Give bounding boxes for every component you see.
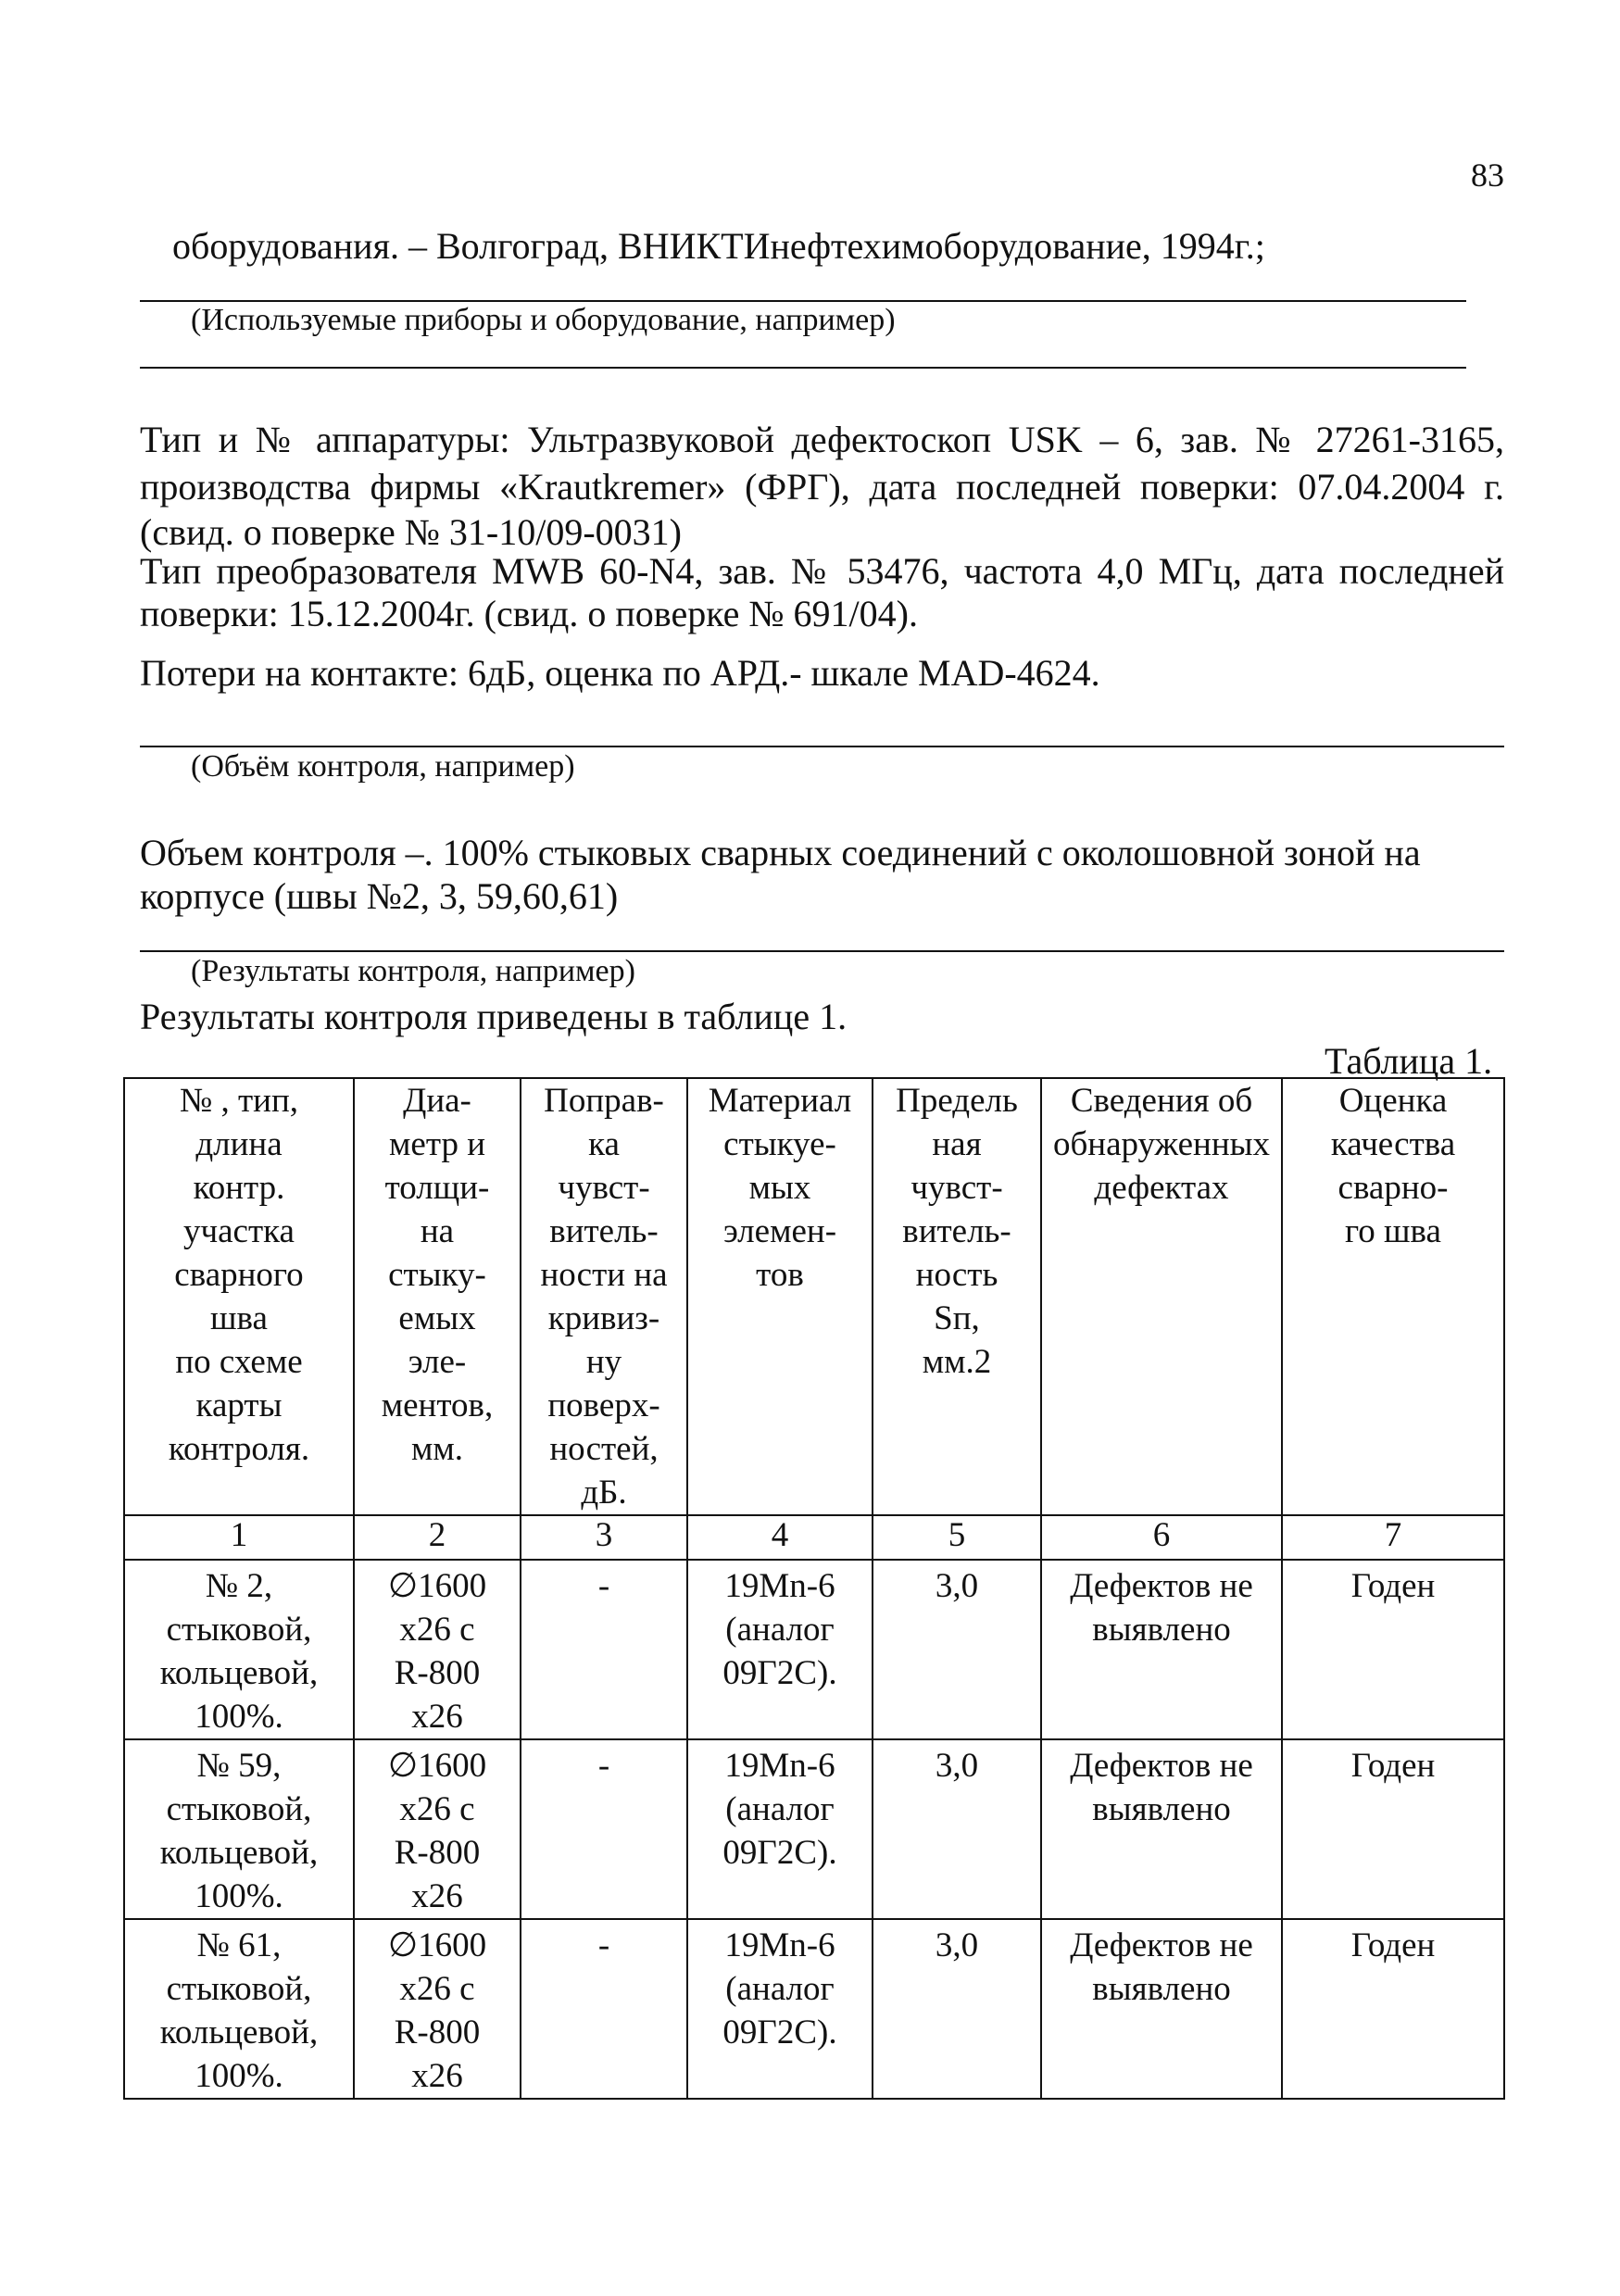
equipment-line-2: производства фирмы «Krautkremer» (ФРГ), дата последней поверки: 07.04.2004 г. bbox=[140, 466, 1504, 508]
divider bbox=[140, 746, 1504, 747]
cell-line: выявлено bbox=[1092, 1790, 1231, 1828]
header-line: Sп, bbox=[934, 1299, 980, 1337]
cell-line: выявлено bbox=[1092, 1970, 1231, 2008]
header-line: ка bbox=[588, 1125, 620, 1163]
volume-line-1: Объем контроля –. 100% стыковых сварных соединений с околошовной зоной на bbox=[140, 832, 1421, 873]
equipment-caption: (Используемые приборы и оборудование, например) bbox=[191, 303, 896, 337]
quality-cell bbox=[1282, 1560, 1504, 1739]
header-line: Поправ- bbox=[544, 1082, 664, 1120]
cell-line: № 2, bbox=[205, 1567, 273, 1605]
cell-line: 19Mn-6 bbox=[724, 1747, 835, 1785]
sensitivity-cell bbox=[873, 1919, 1041, 2099]
cell-line: 19Mn-6 bbox=[724, 1567, 835, 1605]
table-row bbox=[124, 1919, 1504, 2099]
divider bbox=[140, 950, 1504, 952]
header-line: сварно- bbox=[1337, 1169, 1449, 1207]
defects-cell bbox=[1041, 1919, 1282, 2099]
cell-line: Дефектов не bbox=[1070, 1926, 1253, 1964]
header-cell bbox=[354, 1078, 521, 1515]
divider bbox=[140, 300, 1466, 302]
cell-line: 09Г2С). bbox=[722, 1834, 837, 1872]
defects-cell bbox=[1041, 1560, 1282, 1739]
table-label: Таблица 1. bbox=[1325, 1040, 1493, 1082]
cell-line: 09Г2С). bbox=[722, 1654, 837, 1692]
defects-cell bbox=[1041, 1739, 1282, 1919]
header-line: стыкуе- bbox=[723, 1125, 836, 1163]
correction-cell bbox=[521, 1560, 687, 1739]
contact-losses: Потери на контакте: 6дБ, оценка по АРД.- шкале MAD-4624. bbox=[140, 652, 1100, 694]
cell-line: № 61, bbox=[196, 1926, 282, 1964]
cell-line: стыковой, bbox=[166, 1611, 312, 1649]
diameter-cell bbox=[354, 1560, 521, 1739]
column-number: 3 bbox=[521, 1515, 687, 1560]
header-line: поверх- bbox=[547, 1386, 660, 1424]
results-table bbox=[123, 1077, 1505, 2100]
column-number-row bbox=[124, 1515, 1504, 1560]
cell-line: 3,0 bbox=[935, 1747, 979, 1785]
equipment-line-3: (свид. о поверке № 31-10/09-0031) bbox=[140, 511, 682, 553]
cell-line: (аналог bbox=[725, 1970, 835, 2008]
header-cell bbox=[873, 1078, 1041, 1515]
cell-line: 3,0 bbox=[935, 1567, 979, 1605]
cell-line: ∅1600 bbox=[387, 1926, 487, 1964]
cell-line: 100%. bbox=[195, 1877, 283, 1915]
quality-cell bbox=[1282, 1739, 1504, 1919]
cell-line: (аналог bbox=[725, 1611, 835, 1649]
cell-line: R-800 bbox=[394, 1654, 481, 1692]
column-number: 7 bbox=[1282, 1515, 1504, 1560]
header-line: Предель bbox=[896, 1082, 1018, 1120]
quality-cell bbox=[1282, 1919, 1504, 2099]
header-cell bbox=[1041, 1078, 1282, 1515]
material-cell bbox=[687, 1560, 873, 1739]
divider bbox=[140, 367, 1466, 369]
header-line: кривиз- bbox=[547, 1299, 660, 1337]
cell-line: х26 bbox=[411, 1698, 463, 1736]
cell-line: кольцевой, bbox=[159, 1834, 319, 1872]
header-line: стыку- bbox=[388, 1256, 486, 1294]
cell-line: 19Mn-6 bbox=[724, 1926, 835, 1964]
equipment-line-4: Тип преобразователя MWB 60-N4, зав. № 53476, частота 4,0 МГц, дата последней bbox=[140, 550, 1504, 592]
header-line: мм.2 bbox=[922, 1343, 992, 1381]
column-number: 6 bbox=[1041, 1515, 1282, 1560]
column-number: 4 bbox=[687, 1515, 873, 1560]
header-line: мых bbox=[748, 1169, 811, 1207]
header-line: мм. bbox=[410, 1430, 464, 1468]
header-line: эле- bbox=[408, 1343, 467, 1381]
correction-cell bbox=[521, 1919, 687, 2099]
cell-line: Дефектов не bbox=[1070, 1747, 1253, 1785]
cell-line: - bbox=[597, 1567, 610, 1605]
material-cell bbox=[687, 1919, 873, 2099]
header-line: Оценка bbox=[1338, 1082, 1448, 1120]
header-line: контроля. bbox=[168, 1430, 310, 1468]
cell-line: стыковой, bbox=[166, 1790, 312, 1828]
cell-line: ∅1600 bbox=[387, 1747, 487, 1785]
column-number: 2 bbox=[354, 1515, 521, 1560]
cell-line: № 59, bbox=[196, 1747, 282, 1785]
equipment-line-1: Тип и № аппаратуры: Ультразвуковой дефектоскоп USK – 6, зав. № 27261-3165, bbox=[140, 419, 1504, 460]
cell-line: кольцевой, bbox=[159, 1654, 319, 1692]
cell-line: - bbox=[597, 1747, 610, 1785]
header-line: длина bbox=[195, 1125, 283, 1163]
header-line: обнаруженных bbox=[1052, 1125, 1271, 1163]
header-line: ментов, bbox=[381, 1386, 494, 1424]
volume-caption: (Объём контроля, например) bbox=[191, 749, 575, 784]
header-line: витель- bbox=[902, 1212, 1011, 1250]
header-line: тов bbox=[756, 1256, 804, 1294]
page-number: 83 bbox=[1471, 157, 1504, 194]
material-cell bbox=[687, 1739, 873, 1919]
sensitivity-cell bbox=[873, 1739, 1041, 1919]
diameter-cell bbox=[354, 1919, 521, 2099]
cell-line: Годен bbox=[1350, 1926, 1436, 1964]
header-cell bbox=[1282, 1078, 1504, 1515]
header-line: по схеме bbox=[175, 1343, 303, 1381]
header-line: качества bbox=[1330, 1125, 1456, 1163]
sensitivity-cell bbox=[873, 1560, 1041, 1739]
header-line: элемен- bbox=[722, 1212, 837, 1250]
cell-line: х26 с bbox=[399, 1611, 475, 1649]
header-row bbox=[124, 1078, 1504, 1515]
header-line: емых bbox=[398, 1299, 476, 1337]
header-line: на bbox=[420, 1212, 455, 1250]
correction-cell bbox=[521, 1739, 687, 1919]
cell-line: выявлено bbox=[1092, 1611, 1231, 1649]
header-line: метр и bbox=[388, 1125, 485, 1163]
header-cell bbox=[124, 1078, 354, 1515]
header-line: ность bbox=[915, 1256, 998, 1294]
header-line: чувст- bbox=[910, 1169, 1003, 1207]
cell-line: 3,0 bbox=[935, 1926, 979, 1964]
section-cell bbox=[124, 1919, 354, 2099]
header-line: го шва bbox=[1345, 1212, 1441, 1250]
table-row bbox=[124, 1560, 1504, 1739]
cell-line: R-800 bbox=[394, 2014, 481, 2051]
cell-line: R-800 bbox=[394, 1834, 481, 1872]
table-row bbox=[124, 1739, 1504, 1919]
header-line: ну bbox=[585, 1343, 622, 1381]
header-line: № , тип, bbox=[179, 1082, 299, 1120]
header-line: чувст- bbox=[558, 1169, 650, 1207]
header-line: дефектах bbox=[1094, 1169, 1229, 1207]
cell-line: (аналог bbox=[725, 1790, 835, 1828]
cell-line: - bbox=[597, 1926, 610, 1964]
header-cell bbox=[687, 1078, 873, 1515]
cell-line: 100%. bbox=[195, 1698, 283, 1736]
header-line: Материал bbox=[708, 1082, 852, 1120]
header-line: участка bbox=[183, 1212, 295, 1250]
equipment-line-5: поверки: 15.12.2004г. (свид. о поверке № 691/04). bbox=[140, 593, 918, 634]
cell-line: стыковой, bbox=[166, 1970, 312, 2008]
header-line: ности на bbox=[540, 1256, 668, 1294]
header-cell bbox=[521, 1078, 687, 1515]
header-line: Диа- bbox=[403, 1082, 471, 1120]
results-caption: (Результаты контроля, например) bbox=[191, 954, 635, 988]
header-line: шва bbox=[210, 1299, 268, 1337]
cell-line: х26 bbox=[411, 2057, 463, 2095]
cell-line: х26 с bbox=[399, 1790, 475, 1828]
cell-line: Годен bbox=[1350, 1747, 1436, 1785]
header-line: карты bbox=[195, 1386, 283, 1424]
diameter-cell bbox=[354, 1739, 521, 1919]
header-line: толщи- bbox=[384, 1169, 490, 1207]
cell-line: кольцевой, bbox=[159, 2014, 319, 2051]
volume-line-2: корпусе (швы №2, 3, 59,60,61) bbox=[140, 875, 619, 917]
section-cell bbox=[124, 1739, 354, 1919]
header-line: контр. bbox=[193, 1169, 285, 1207]
cell-line: х26 с bbox=[399, 1970, 475, 2008]
cell-line: Дефектов не bbox=[1070, 1567, 1253, 1605]
header-line: Сведения об bbox=[1070, 1082, 1253, 1120]
column-number: 1 bbox=[124, 1515, 354, 1560]
intro-line: оборудования. – Волгоград, ВНИКТИнефтехимоборудование, 1994г.; bbox=[172, 225, 1265, 267]
cell-line: 100%. bbox=[195, 2057, 283, 2095]
cell-line: ∅1600 bbox=[387, 1567, 487, 1605]
header-line: ная bbox=[932, 1125, 982, 1163]
section-cell bbox=[124, 1560, 354, 1739]
cell-line: Годен bbox=[1350, 1567, 1436, 1605]
cell-line: 09Г2С). bbox=[722, 2014, 837, 2051]
header-line: дБ. bbox=[581, 1474, 627, 1512]
results-intro: Результаты контроля приведены в таблице 1. bbox=[140, 996, 848, 1037]
cell-line: х26 bbox=[411, 1877, 463, 1915]
column-number: 5 bbox=[873, 1515, 1041, 1560]
header-line: сварного bbox=[174, 1256, 304, 1294]
header-line: ностей, bbox=[549, 1430, 659, 1468]
header-line: витель- bbox=[549, 1212, 659, 1250]
